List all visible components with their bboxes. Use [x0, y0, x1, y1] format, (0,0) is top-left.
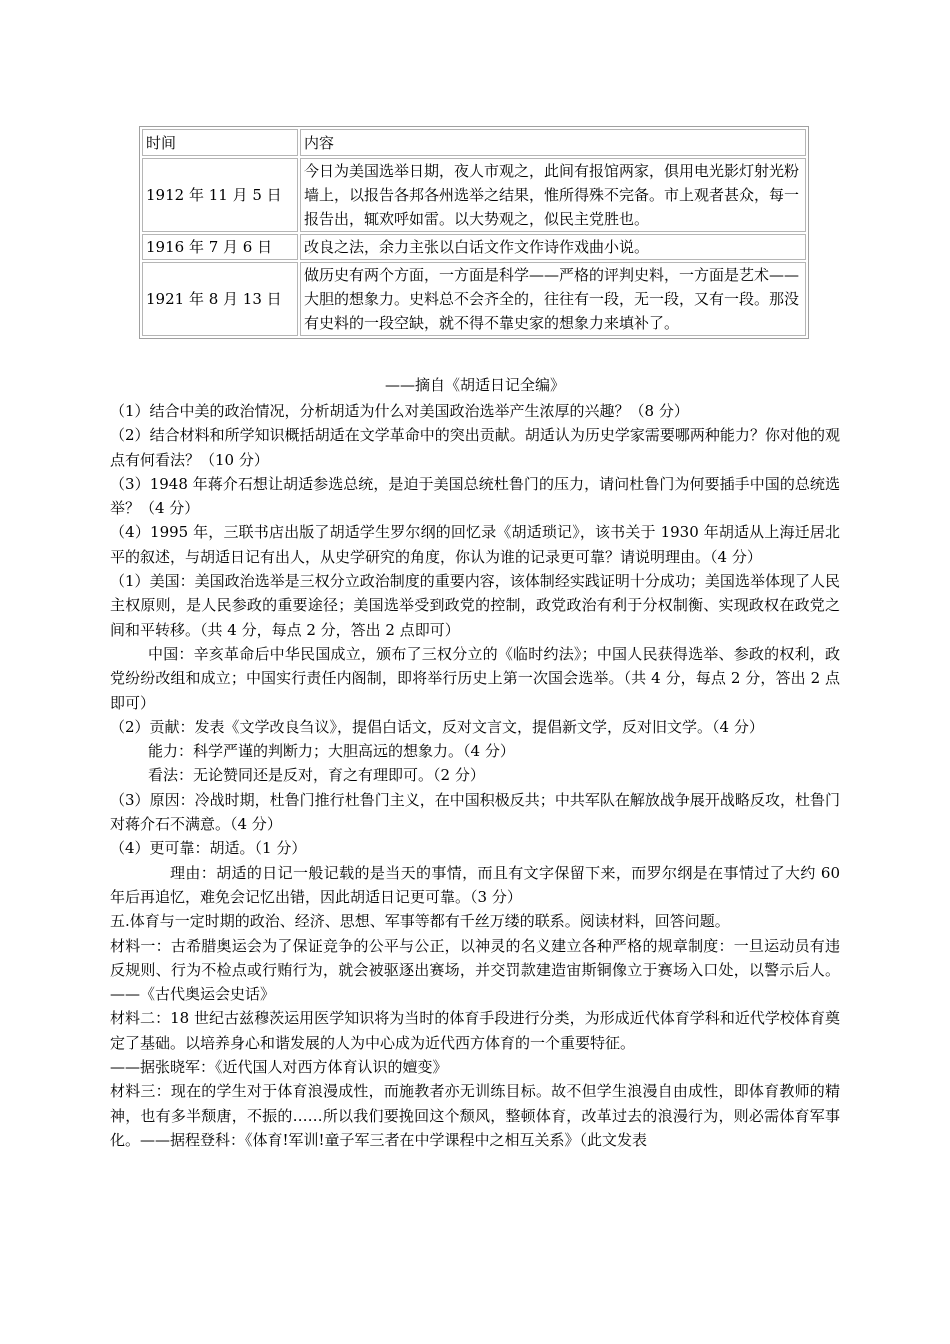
- row-date: 1916 年 7 月 6 日: [142, 234, 298, 260]
- answer-3: （3）原因：冷战时期，杜鲁门推行杜鲁门主义，在中国积极反共；中共军队在解放战争展开战略反攻，杜鲁门对蒋介石不满意。（4 分）: [110, 790, 840, 834]
- question-1: （1）结合中美的政治情况，分析胡适为什么对美国政治选举产生浓厚的兴趣？（8 分）: [110, 402, 689, 420]
- question-3: （3）1948 年蒋介石想让胡适参选总统，是迫于美国总统杜鲁门的压力，请问杜鲁门为何要插手中国的总统选举？（4 分）: [110, 474, 840, 518]
- row-content: 改良之法，余力主张以白话文作文作诗作戏曲小说。: [300, 234, 806, 260]
- answer-2-ability: 能力：科学严谨的判断力；大胆高远的想象力。（4 分）: [148, 742, 515, 761]
- material-3: 材料三：现在的学生对于体育浪漫成性，而施教者亦无训练目标。故不但学生浪漫自由成性，即体育教师的精神，也有多半颓唐，不振的……所以我们要挽回这个颓风，整顿体育，改革过去的浪漫行为，则必需体育军事化。——据程登科：《体育!军训!童子军三者在中学课程中之相互关系》（此文发表: [110, 1082, 840, 1149]
- material-1: 材料一：古希腊奥运会为了保证竞争的公平与公正，以神灵的名义建立各种严格的规章制度：一旦运动员有违反规则、行为不检点或行贿行为，就会被驱逐出赛场，并交罚款建造宙斯铜像立于赛场入口处，以警示后人。——《古代奥运会史话》: [110, 936, 840, 1004]
- table-source-citation: ——摘自《胡适日记全编》: [384, 376, 565, 394]
- diary-table: [139, 126, 809, 339]
- question-4: （4）1995 年，三联书店出版了胡适学生罗尔纲的回忆录《胡适琐记》，该书关于 1930 年胡适从上海迁居北平的叙述，与胡适日记有出人，从史学研究的角度，你认为谁的记录更可靠？请说明理由。（4 分）: [110, 523, 840, 566]
- material-2-source: ——据张晓军：《近代国人对西方体育认识的嬗变》: [110, 1058, 448, 1077]
- row-content: 今日为美国选举日期，夜人市观之，此间有报馆两家，俱用电光影灯射光粉墙上，以报告各邦各州选举之结果，惟所得殊不完备。市上观者甚众，每一报告出，辄欢呼如雷。以大势观之，似民主党胜也。: [300, 158, 806, 232]
- table-row: [142, 158, 806, 232]
- row-content: 做历史有两个方面，一方面是科学——严格的评判史料，一方面是艺术——大胆的想象力。史料总不会齐全的，往往有一段，无一段，又有一段。那没有史料的一段空缺，就不得不靠史家的想象力来填补了。: [300, 262, 806, 336]
- question-2: （2）结合材料和所学知识概括胡适在文学革命中的突出贡献。胡适认为历史学家需要哪两种能力？你对他的观点有何看法？（10 分）: [110, 426, 840, 469]
- answer-2-contribution: （2）贡献：发表《文学改良刍议》，提倡白话文，反对文言文，提倡新文学，反对旧文学。（4 分）: [110, 717, 764, 736]
- row-date: 1921 年 8 月 13 日: [142, 262, 298, 336]
- answer-2-opinion: 看法：无论赞同还是反对，育之有理即可。（2 分）: [148, 766, 485, 785]
- body-text: [110, 399, 840, 1152]
- answer-1-usa: （1）美国：美国政治选举是三权分立政治制度的重要内容，该体制经实践证明十分成功；美国选举体现了人民主权原则，是人民参政的重要途径；美国选举受到政党的控制，政党政治有利于分权制衡、实现政权在政党之间和平转移。（共 4 分，每点 2 分，答出 2 点即可）: [110, 572, 840, 639]
- row-date: 1912 年 11 月 5 日: [142, 158, 298, 232]
- answer-1-china: 中国：辛亥革命后中华民国成立，颁布了三权分立的《临时约法》；中国人民获得选举、参政的权利，政党纷纷改组和成立；中国实行责任内阁制，即将举行历史上第一次国会选举。（共 4 分，每点 2 分，答出 2 点即可）: [110, 644, 840, 712]
- header-content: 内容: [300, 129, 806, 156]
- material-2: 材料二：18 世纪古兹穆茨运用医学知识将为当时的体育手段进行分类，为形成近代体育学科和近代学校体育奠定了基础。以培养身心和谐发展的人为中心成为近代西方体育的一个重要特征。: [110, 1009, 840, 1052]
- answer-4-reason: 理由：胡适的日记一般记载的是当天的事情，而且有文字保留下来，而罗尔纲是在事情过了大约 60 年后再追忆，难免会记忆出错，因此胡适日记更可靠。（3 分）: [110, 863, 840, 906]
- table-header-row: [142, 129, 806, 156]
- header-time: 时间: [142, 129, 298, 156]
- answer-4: （4）更可靠：胡适。（1 分）: [110, 839, 307, 858]
- section-5-heading: 五.体育与一定时期的政治、经济、思想、军事等都有千丝万缕的联系。阅读材料，回答问题。: [110, 912, 730, 931]
- table-row: [142, 234, 806, 260]
- table-row: [142, 262, 806, 336]
